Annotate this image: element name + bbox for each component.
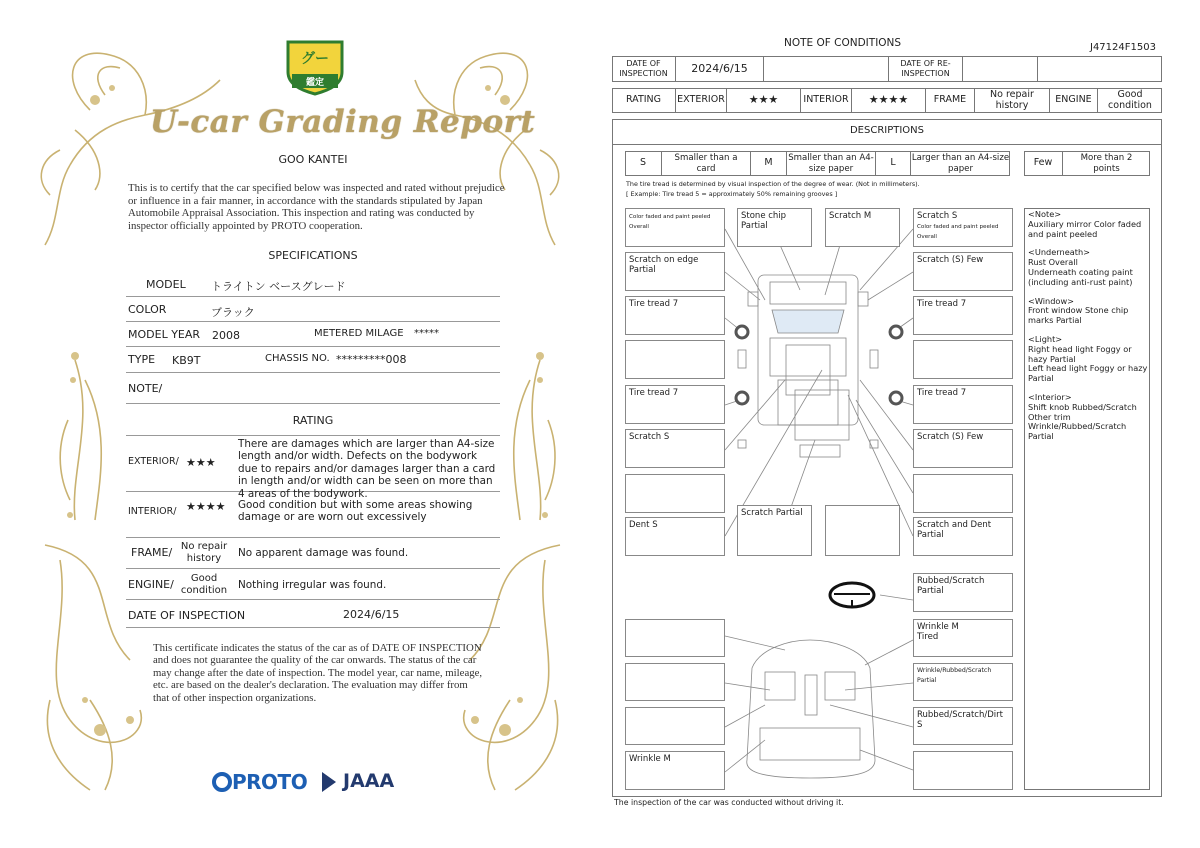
damage-box-top-2	[825, 208, 900, 247]
report-subtitle: GOO KANTEI	[278, 153, 348, 166]
spec-row-model	[126, 270, 500, 297]
badge-top-text: グー	[301, 51, 329, 67]
rating-row-interior	[126, 492, 500, 538]
exterior-stars: ★★★	[186, 456, 216, 469]
certification-statement: This is to certify that the car specified below was inspected and rated without prejudice or influence in a fair manner, in accordance with the standards stipulated by Japan Automobile Appraisal Association. This inspection and rating was conducted by inspector officially appointed by PROTO cooperation.	[128, 182, 505, 232]
note-line: <Light>	[1028, 333, 1063, 344]
badge-bottom-text: 鑑定	[305, 78, 324, 88]
damage-box-right-7	[913, 474, 1013, 513]
specifications-heading: SPECIFICATIONS	[268, 249, 358, 262]
interior-box-right-4	[913, 751, 1013, 790]
spec-row-type	[126, 347, 500, 373]
tire-rear-right-text: Tire tread 7	[917, 388, 967, 398]
legend-text-few: More than 2 points	[1080, 153, 1133, 174]
damage-box-right-6-text: Scratch (S) Few	[917, 432, 984, 442]
damage-box-left-4	[625, 340, 725, 379]
interior-stars: ★★★★	[186, 500, 226, 513]
date-of-reinspection-label: DATE OF RE-INSPECTION	[900, 58, 951, 78]
damage-box-bottom-1-text: Scratch Partial	[741, 508, 803, 518]
model-label: MODEL	[146, 278, 186, 291]
notes-list	[1028, 210, 1148, 442]
note-of-conditions-page	[600, 0, 1200, 848]
color-value: ブラック	[211, 306, 255, 319]
engine-value: Good condition	[1108, 89, 1152, 111]
interior-box-right-2-text: Wrinkle/Rubbed/Scratch Partial	[917, 667, 992, 684]
legend-text-m: Smaller than an A4-size paper	[788, 153, 874, 174]
rating-heading: RATING	[126, 414, 500, 436]
proto-logo: PROTO	[232, 770, 308, 794]
legend-text-l: Larger than an A4-size paper	[911, 153, 1010, 174]
spec-row-model-year	[126, 322, 500, 347]
color-label: COLOR	[128, 303, 167, 316]
date-of-inspection-label: DATE OF INSPECTION	[128, 609, 246, 622]
note-line: Underneath coating paint (including anti-rust paint)	[1028, 266, 1133, 287]
type-label: TYPE	[128, 353, 156, 366]
damage-box-front-left-text: Color faded and paint peeled Overall	[629, 214, 711, 230]
interior-box-left-4	[625, 751, 725, 790]
exterior-description: There are damages which are larger than A4-size length and/or width. Defects on the bodywork due to repairs and/or damages larger than a card in length and/or width can be seen on more than 4 areas of the bodywork.	[238, 438, 496, 500]
date-of-inspection-value: 2024/6/15	[691, 61, 748, 75]
damage-box-left-6-text: Scratch S	[629, 432, 670, 442]
damage-box-front-right-sub: Color faded and paint peeled Overall	[917, 224, 999, 240]
proto-logo-icon	[212, 772, 232, 792]
note-line: Auxiliary mirror Color faded and paint peeled	[1028, 218, 1142, 239]
frame-label: FRAME/	[131, 546, 173, 559]
interior-box-left-4-text: Wrinkle M	[629, 754, 671, 764]
note-line: Right head light Foggy or hazy Partial	[1028, 343, 1132, 364]
damage-box-tire-front-right	[913, 296, 1013, 335]
damage-box-front-right	[913, 208, 1013, 247]
exterior-stars: ★★★	[748, 93, 779, 107]
frame-label: FRAME	[933, 94, 967, 106]
damage-box-right-4	[913, 340, 1013, 379]
model-value: トライトン ベースグレード	[211, 280, 346, 293]
interior-box-right-1-text: Wrinkle M	[917, 622, 959, 632]
damage-box-front-left	[625, 208, 725, 247]
damage-box-left-6	[625, 429, 725, 468]
damage-box-bottom-2	[825, 505, 900, 556]
descriptions-heading: DESCRIPTIONS	[849, 125, 925, 137]
tire-tread-note: The tire tread is determined by visual inspection of the degree of wear. (Not in millimeters).	[626, 180, 920, 188]
engine-value: Good condition	[180, 573, 228, 596]
rating-row-exterior	[126, 434, 500, 500]
tire-front-right-text: Tire tread 7	[917, 299, 967, 309]
engine-label: ENGINE/	[128, 578, 174, 591]
damage-box-right-2	[913, 252, 1013, 291]
interior-box-left-2	[625, 663, 725, 701]
note-line: <Window>	[1028, 295, 1075, 306]
damage-box-top-1-text: Stone chip Partial	[741, 211, 787, 231]
damage-box-top-1	[737, 208, 812, 247]
interior-label: INTERIOR	[803, 94, 849, 106]
legend-code-m: M	[764, 157, 773, 169]
interior-box-steering-text: Rubbed/Scratch Partial	[917, 576, 985, 596]
date-of-inspection-label: DATE OF INSPECTION	[619, 58, 668, 78]
damage-box-right-6	[913, 429, 1013, 468]
model-year-value: 2008	[212, 329, 240, 342]
damage-box-right-2-text: Scratch (S) Few	[917, 255, 984, 265]
chassis-value: *********008	[336, 353, 407, 366]
damage-box-tire-rear-right	[913, 385, 1013, 424]
frame-value: No repair history	[180, 541, 228, 564]
note-line: <Note>	[1028, 209, 1062, 219]
engine-description: Nothing irregular was found.	[238, 579, 387, 591]
rating-row-engine	[126, 569, 500, 600]
type-value: KB9T	[172, 354, 201, 367]
date-of-inspection-value: 2024/6/15	[343, 608, 400, 621]
model-year-label: MODEL YEAR	[128, 328, 201, 341]
damage-box-top-2-text: Scratch M	[829, 211, 872, 221]
engine-label: ENGINE	[1055, 94, 1092, 106]
exterior-label: EXTERIOR	[677, 94, 725, 106]
note-line: Other trim	[1028, 411, 1071, 422]
legend-code-s: S	[639, 157, 647, 169]
steering-wheel-icon	[830, 583, 874, 607]
damage-box-left-8-text: Dent S	[629, 520, 658, 530]
spec-row-color	[126, 297, 500, 322]
interior-box-right-2	[913, 663, 1013, 701]
interior-box-steering	[913, 573, 1013, 612]
note-line: <Interior>	[1028, 391, 1072, 402]
interior-box-right-1-sub: Tired	[917, 632, 939, 642]
note-line: Left head light Foggy or hazy Partial	[1028, 363, 1148, 384]
frame-description: No apparent damage was found.	[238, 547, 409, 559]
damage-box-front-right-text: Scratch S	[917, 211, 958, 221]
damage-box-bottom-1	[737, 505, 812, 556]
damage-box-right-8	[913, 517, 1013, 556]
interior-box-left-1	[625, 619, 725, 657]
damage-box-left-2	[625, 252, 725, 291]
report-title: U-car Grading Report	[150, 104, 536, 140]
interior-description: Good condition but with some areas showing damage or are worn out excessively	[238, 499, 473, 524]
exterior-label: EXTERIOR/	[128, 456, 179, 467]
damage-box-tire-rear-left	[625, 385, 725, 424]
tire-front-left-text: Tire tread 7	[629, 299, 679, 309]
note-line: Rust Overall	[1028, 257, 1078, 268]
chassis-label: CHASSIS NO.	[265, 353, 330, 364]
legend-text-s: Smaller than a card	[674, 153, 738, 174]
legend-code-l: L	[890, 157, 896, 169]
note-line: Front window Stone chip marks Partial	[1028, 305, 1129, 326]
spec-row-note	[126, 373, 500, 404]
interior-label: INTERIOR/	[128, 506, 177, 517]
tire-rear-left-text: Tire tread 7	[629, 388, 679, 398]
interior-box-right-3	[913, 707, 1013, 745]
conditions-title: NOTE OF CONDITIONS	[784, 37, 902, 49]
damage-box-left-8	[625, 517, 725, 556]
interior-box-left-3	[625, 707, 725, 745]
interior-box-right-1	[913, 619, 1013, 657]
interior-stars: ★★★★	[868, 93, 909, 107]
note-label: NOTE/	[128, 382, 163, 395]
note-line: <Underneath>	[1028, 247, 1091, 258]
damage-box-tire-front-left	[625, 296, 725, 335]
note-line: Wrinkle/Rubbed/Scratch Partial	[1028, 421, 1127, 442]
rating-row-date	[126, 600, 500, 628]
damage-box-right-8-text: Scratch and Dent Partial	[917, 520, 992, 540]
metered-milage-value: *****	[414, 328, 439, 339]
legend-code-few: Few	[1033, 157, 1053, 169]
document-id: J47124F1503	[1090, 42, 1156, 53]
rating-row-frame	[126, 538, 500, 569]
damage-box-left-2-text: Scratch on edge Partial	[629, 255, 699, 275]
jaaa-logo-icon	[318, 770, 340, 794]
rating-label: RATING	[625, 94, 662, 106]
metered-milage-label: METERED MILAGE	[314, 328, 404, 339]
disclaimer: This certificate indicates the status of the car as of DATE OF INSPECTION and does not guarantee the quality of the car onwards. The status of the car may change after the date of inspection. The model year, car name, mileage, etc. are based on the dealer's declaration. The evaluation may differ from that of other inspection organizations.	[153, 642, 483, 704]
interior-box-right-3-text: Rubbed/Scratch/Dirt S	[917, 710, 1003, 730]
footer-note: The inspection of the car was conducted without driving it.	[614, 798, 844, 807]
frame-value: No repair history	[990, 89, 1034, 111]
note-line: Shift knob Rubbed/Scratch	[1028, 401, 1137, 412]
tire-tread-example: [ Example: Tire tread 5 = approximately 50% remaining grooves ]	[626, 190, 838, 198]
damage-box-left-7	[625, 474, 725, 513]
jaaa-logo: JAAA	[343, 770, 395, 792]
